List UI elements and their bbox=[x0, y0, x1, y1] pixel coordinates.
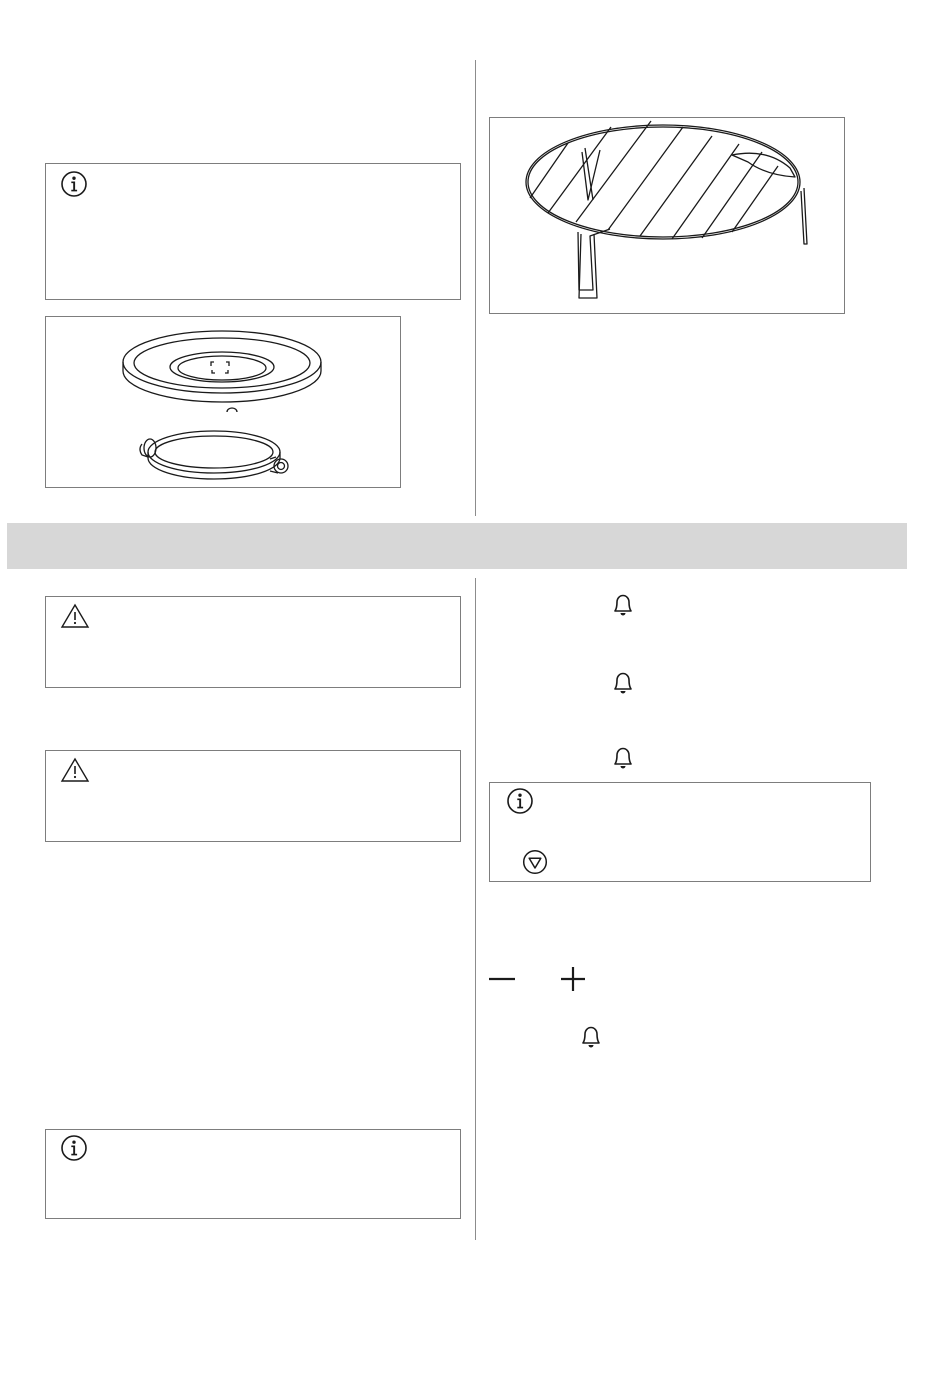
grill-rack-illustration-frame bbox=[489, 117, 845, 314]
warning-triangle-icon bbox=[60, 757, 90, 783]
info-note-box-bottom-left bbox=[45, 1129, 461, 1219]
section-heading-band bbox=[7, 523, 907, 569]
warning-triangle-icon bbox=[60, 603, 90, 629]
plus-icon bbox=[558, 964, 588, 994]
info-icon bbox=[60, 1134, 88, 1162]
turntable-illustration-frame bbox=[45, 316, 401, 488]
info-icon bbox=[60, 170, 88, 198]
info-icon bbox=[506, 787, 534, 815]
bottom-column-divider bbox=[475, 578, 476, 1240]
info-note-box-bottom-right bbox=[489, 782, 871, 882]
bell-icon bbox=[609, 742, 637, 772]
warning-box-1 bbox=[45, 596, 461, 688]
grill-rack-illustration bbox=[490, 118, 844, 313]
bell-icon bbox=[577, 1021, 605, 1051]
stop-down-triangle-icon bbox=[522, 849, 548, 875]
minus-icon bbox=[487, 966, 517, 992]
warning-box-2 bbox=[45, 750, 461, 842]
info-note-box-top bbox=[45, 163, 461, 300]
bell-icon bbox=[609, 667, 637, 697]
bell-icon bbox=[609, 589, 637, 619]
top-column-divider bbox=[475, 60, 476, 516]
turntable-illustration bbox=[46, 317, 400, 487]
